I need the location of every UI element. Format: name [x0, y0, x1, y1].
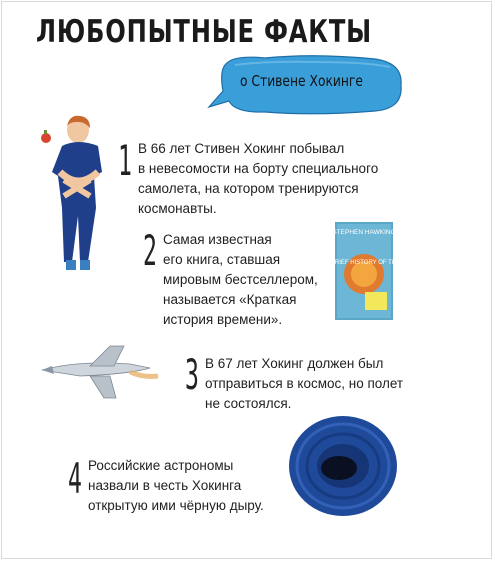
fact-number-1: 1 [118, 136, 132, 185]
page-title: ЛЮБОПЫТНЫЕ ФАКТЫ [36, 14, 372, 50]
fact-number-3: 3 [185, 350, 199, 399]
fact-text-1: В 66 лет Стивен Хокинг побывал в невесомости на борту специального самолета, на котором тренируются космонавты. [138, 141, 379, 216]
hawking-figure-illustration [40, 112, 112, 280]
fact-text-2: Самая известная его книга, ставшая мировым бестселлером, называется «Краткая история времени». [163, 232, 318, 327]
fact-number-4: 4 [68, 454, 82, 503]
subtitle: о Стивене Хокинге [240, 72, 363, 90]
book-author: STEPHEN HAWKING [332, 229, 396, 236]
fact-number-2: 2 [143, 226, 157, 275]
fact-text-4: Российские астрономы назвали в честь Хокинга открытую ими чёрную дыру. [88, 458, 264, 513]
spaceship-illustration [40, 342, 160, 402]
book-cover-image [325, 222, 403, 320]
book-title: A BRIEF HISTORY OF TIME [325, 260, 403, 266]
fact-text-3: В 67 лет Хокинг должен был отправиться в космос, но полет не состоялся. [205, 356, 404, 411]
black-hole-illustration [285, 410, 405, 525]
